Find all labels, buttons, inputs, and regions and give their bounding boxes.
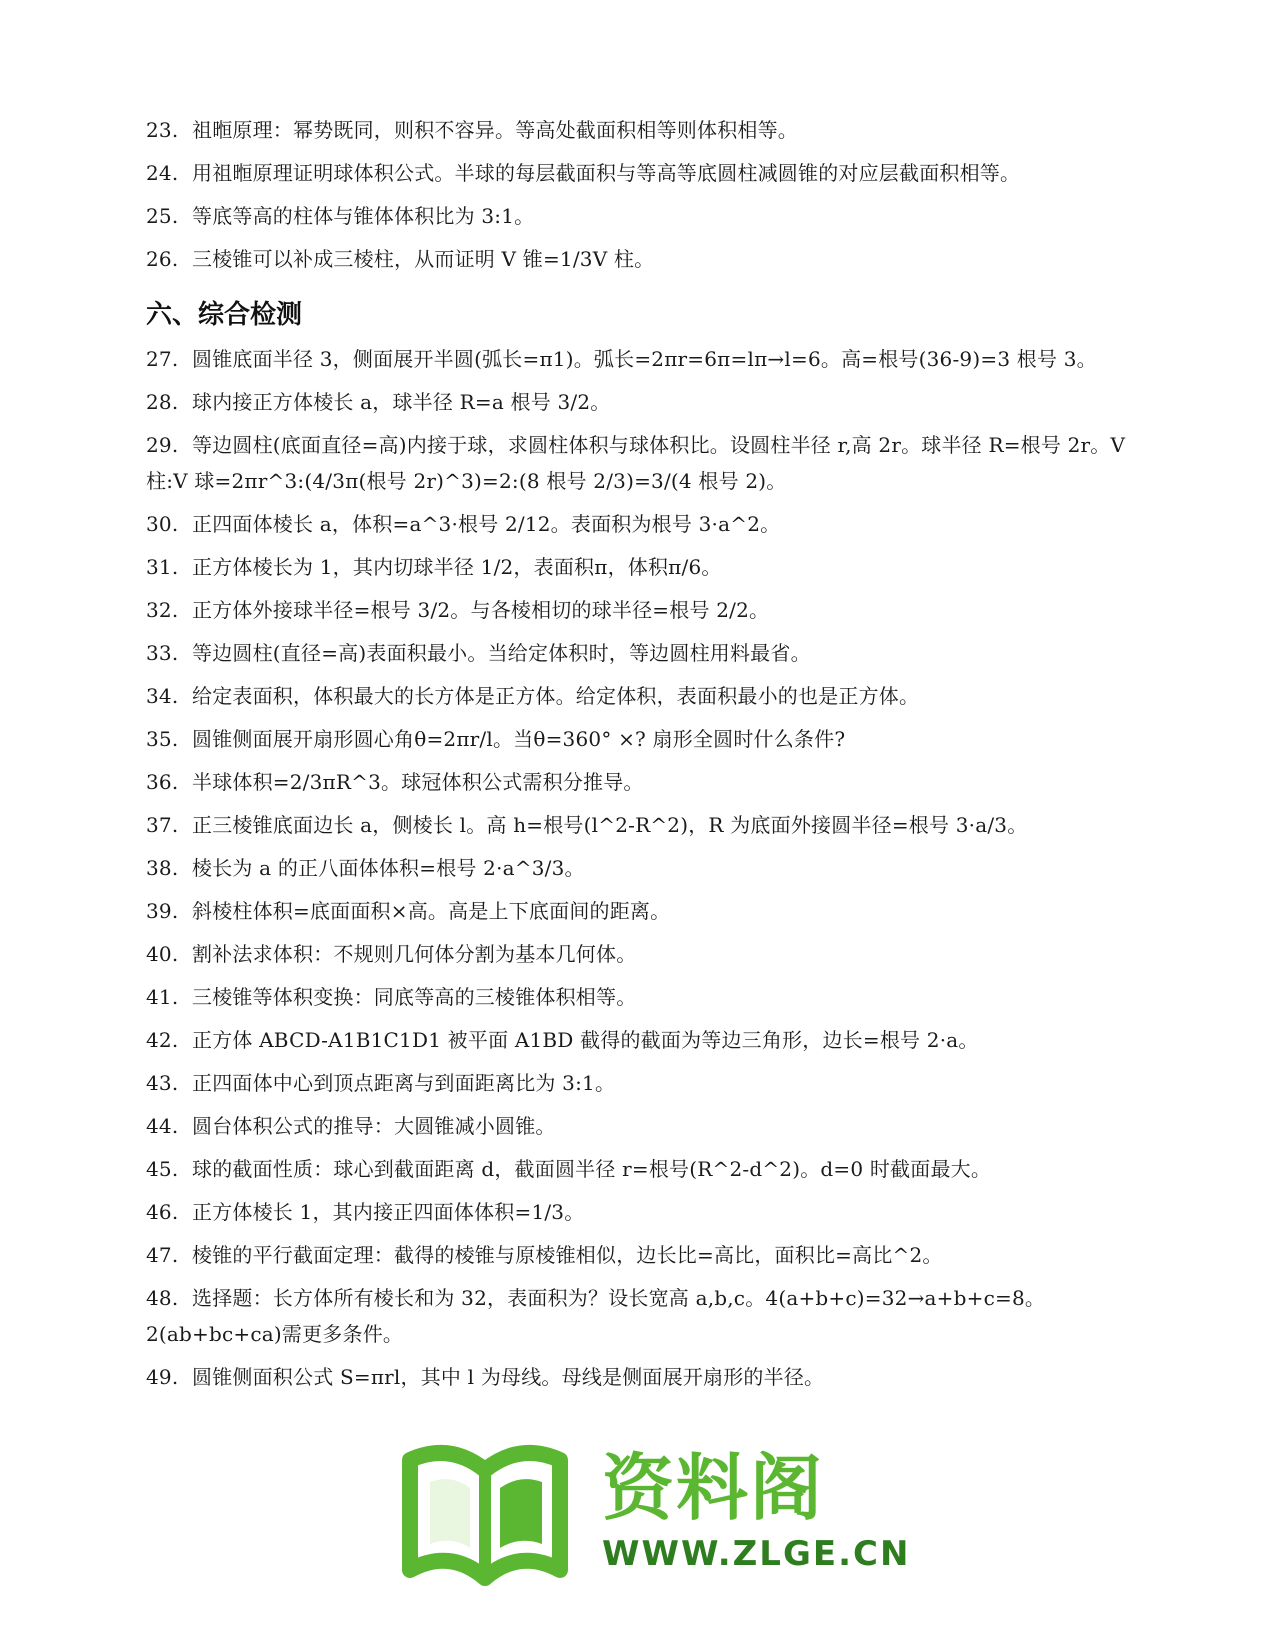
item-number: 36. [146,770,179,794]
item-number: 41. [146,985,179,1009]
item-number: 31. [146,555,179,579]
item-text: 半球体积=2/3πR^3。球冠体积公式需积分推导。 [192,770,644,794]
list-item [146,678,1126,714]
item-text: 圆锥侧面积公式 S=πrl，其中 l 为母线。母线是侧面展开扇形的半径。 [192,1365,825,1389]
document-body [146,112,1126,1402]
list-item [146,592,1126,628]
list-item [146,1194,1126,1230]
item-number: 37. [146,813,179,837]
list-item [146,807,1126,843]
list-item [146,1022,1126,1058]
item-text: 正方体外接球半径=根号 3/2。与各棱相切的球半径=根号 2/2。 [192,598,770,622]
item-text: 正方体棱长为 1，其内切球半径 1/2，表面积π，体积π/6。 [192,555,722,579]
item-number: 28. [146,390,179,414]
item-text: 斜棱柱体积=底面面积×高。高是上下底面间的距离。 [192,899,671,923]
item-number: 39. [146,899,179,923]
item-text: 祖暅原理：幂势既同，则积不容异。等高处截面积相等则体积相等。 [192,118,798,142]
list-item [146,384,1126,420]
section-heading: 六、综合检测 [146,300,303,330]
item-text: 正四面体棱长 a，体积=a^3·根号 2/12。表面积为根号 3·a^2。 [192,512,781,536]
list-item [146,198,1126,234]
list-item [146,1108,1126,1144]
item-text: 棱长为 a 的正八面体体积=根号 2·a^3/3。 [192,856,585,880]
item-number: 46. [146,1200,179,1224]
list-item [146,1151,1126,1187]
list-item [146,341,1126,377]
watermark-url: WWW.ZLGE.CN [602,1534,911,1574]
list-item [146,979,1126,1015]
item-number: 48. [146,1286,179,1310]
list-item [146,506,1126,542]
item-text: 正方体 ABCD-A1B1C1D1 被平面 A1BD 截得的截面为等边三角形，边长=根号 2·a。 [192,1028,979,1052]
item-text: 正四面体中心到顶点距离与到面距离比为 3:1。 [192,1071,616,1095]
item-text: 三棱锥可以补成三棱柱，从而证明 V 锥=1/3V 柱。 [192,247,655,271]
item-number: 49. [146,1365,179,1389]
item-text: 三棱锥等体积变换：同底等高的三棱锥体积相等。 [192,985,637,1009]
item-number: 40. [146,942,179,966]
item-number: 27. [146,347,179,371]
item-text: 给定表面积，体积最大的长方体是正方体。给定体积，表面积最小的也是正方体。 [192,684,920,708]
list-item [146,241,1126,277]
list-item [146,893,1126,929]
watermark-title: 资料阁 [602,1446,825,1530]
item-text: 正方体棱长 1，其内接正四面体体积=1/3。 [192,1200,585,1224]
item-text: 等底等高的柱体与锥体体积比为 3:1。 [192,204,535,228]
item-number: 23. [146,118,179,142]
item-number: 34. [146,684,179,708]
list-item [146,850,1126,886]
item-text: 选择题：长方体所有棱长和为 32，表面积为？设长宽高 a,b,c。4(a+b+c)=32→a+b+c=8。2(ab+bc+ca)需更多条件。 [146,1286,1046,1346]
watermark [390,1430,911,1590]
list-item [146,155,1126,191]
item-number: 38. [146,856,179,880]
item-number: 43. [146,1071,179,1095]
item-text: 用祖暅原理证明球体积公式。半球的每层截面积与等高等底圆柱减圆锥的对应层截面积相等。 [192,161,1021,185]
list-item [146,764,1126,800]
book-logo-icon [390,1430,580,1590]
item-number: 30. [146,512,179,536]
item-text: 球的截面性质：球心到截面距离 d，截面圆半径 r=根号(R^2-d^2)。d=0 时截面最大。 [192,1157,992,1181]
item-number: 32. [146,598,179,622]
item-text: 等边圆柱(直径=高)表面积最小。当给定体积时，等边圆柱用料最省。 [192,641,811,665]
item-number: 25. [146,204,179,228]
list-item [146,1237,1126,1273]
list-item [146,721,1126,757]
item-number: 44. [146,1114,179,1138]
item-text: 正三棱锥底面边长 a，侧棱长 l。高 h=根号(l^2-R^2)，R 为底面外接圆半径=根号 3·a/3。 [192,813,1028,837]
list-item [146,1065,1126,1101]
list-item [146,1280,1126,1352]
item-text: 圆锥底面半径 3，侧面展开半圆(弧长=π1)。弧长=2πr=6π=lπ→l=6。高=根号(36-9)=3 根号 3。 [192,347,1097,371]
list-item [146,635,1126,671]
item-number: 29. [146,433,179,457]
list-item [146,549,1126,585]
list-item [146,1359,1126,1395]
item-text: 棱锥的平行截面定理：截得的棱锥与原棱锥相似，边长比=高比，面积比=高比^2。 [192,1243,943,1267]
item-number: 33. [146,641,179,665]
item-text: 圆锥侧面展开扇形圆心角θ=2πr/l。当θ=360° ×? 扇形全圆时什么条件? [192,727,846,751]
item-text: 圆台体积公式的推导：大圆锥减小圆锥。 [192,1114,556,1138]
item-text: 割补法求体积：不规则几何体分割为基本几何体。 [192,942,637,966]
item-number: 45. [146,1157,179,1181]
list-item [146,936,1126,972]
item-number: 42. [146,1028,179,1052]
item-text: 球内接正方体棱长 a，球半径 R=a 根号 3/2。 [192,390,611,414]
item-number: 24. [146,161,179,185]
item-number: 26. [146,247,179,271]
item-text: 等边圆柱(底面直径=高)内接于球，求圆柱体积与球体积比。设圆柱半径 r,高 2r。球半径 R=根号 2r。V 柱:V 球=2πr^3:(4/3π(根号 2r)^3)=2:(8 根号 2/3)=3/(4 根号 2)。 [146,433,1126,493]
item-number: 35. [146,727,179,751]
list-item [146,427,1126,499]
item-number: 47. [146,1243,179,1267]
list-item [146,112,1126,148]
